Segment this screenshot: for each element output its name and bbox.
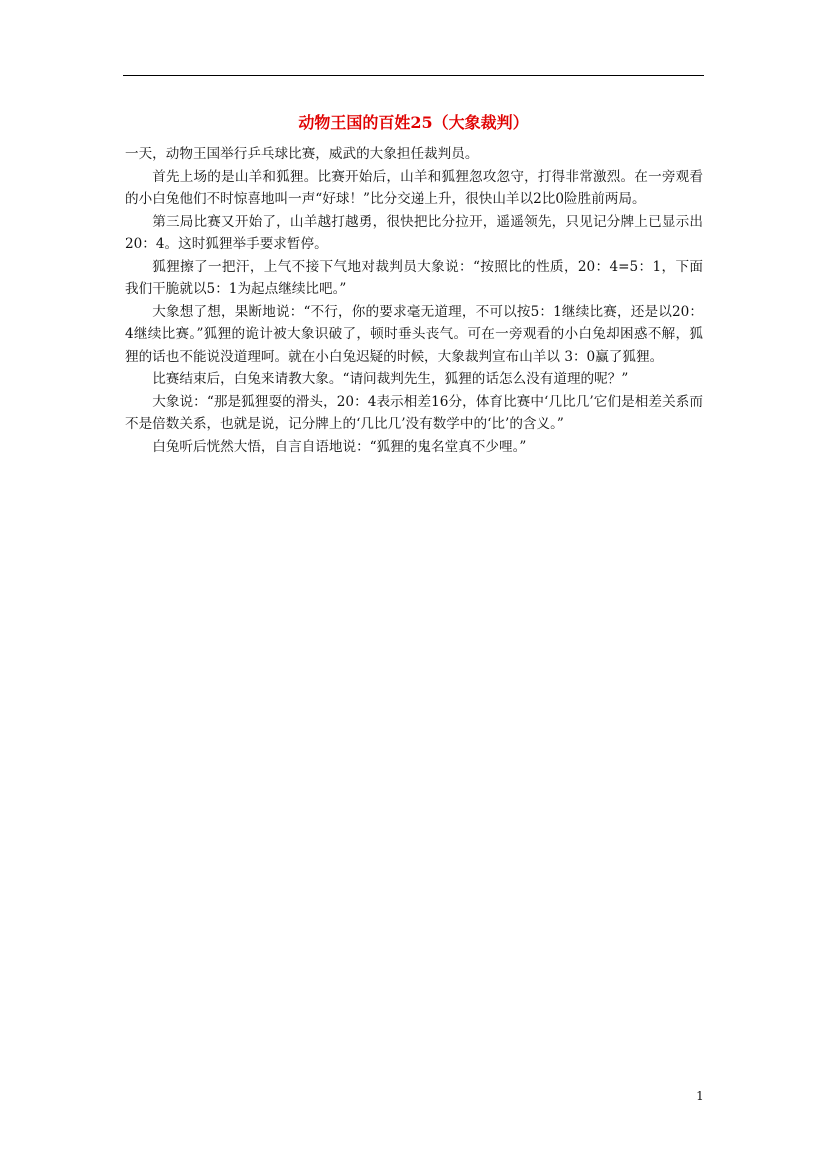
paragraph-1: 一天，动物王国举行乒乓球比赛，威武的大象担任裁判员。	[125, 146, 479, 162]
paragraph-6: 比赛结束后，白兔来请教大象。“请问裁判先生，狐狸的话怎么没有道理的呢？”	[152, 371, 629, 387]
header-rule	[123, 75, 704, 76]
document-body	[125, 143, 703, 458]
paragraph-7: 大象说：“那是狐狸耍的滑头，20：4表示相差16分，体育比赛中‘几比几’它们是相差关系而不是倍数关系，也就是说，记分牌上的‘几比几’没有数学中的‘比’的含义。”	[125, 393, 703, 432]
paragraph-4: 狐狸擦了一把汗，上气不接下气地对裁判员大象说：“按照比的性质，20：4=5：1，下面我们干脆就以5：1为起点继续比吧。”	[125, 258, 703, 297]
paragraph-3: 第三局比赛又开始了，山羊越打越勇，很快把比分拉开，遥遥领先，只见记分牌上已显示出 20：4。这时狐狸举手要求暂停。	[125, 213, 703, 252]
paragraph-2: 首先上场的是山羊和狐狸。比赛开始后，山羊和狐狸忽攻忽守，打得非常激烈。在一旁观看的小白兔他们不时惊喜地叫一声“好球！”比分交递上升，很快山羊以2比0险胜前两局。	[125, 168, 703, 207]
document-title: 动物王国的百姓25（大象裁判）	[298, 113, 529, 132]
paragraph-8: 白兔听后恍然大悟，自言自语地说：“狐狸的鬼名堂真不少哩。”	[152, 438, 527, 455]
page-number: 1	[696, 1089, 704, 1103]
paragraph-5: 大象想了想，果断地说：“不行，你的要求毫无道理，不可以按5：1继续比赛，还是以20：4继续比赛。”狐狸的诡计被大象识破了，顿时垂头丧气。可在一旁观看的小白兔却困惑不解，狐狸的话也不能说没道理呵。就在小白兔迟疑的时候，大象裁判宣布山羊以 3：0赢了狐狸。	[125, 303, 703, 365]
